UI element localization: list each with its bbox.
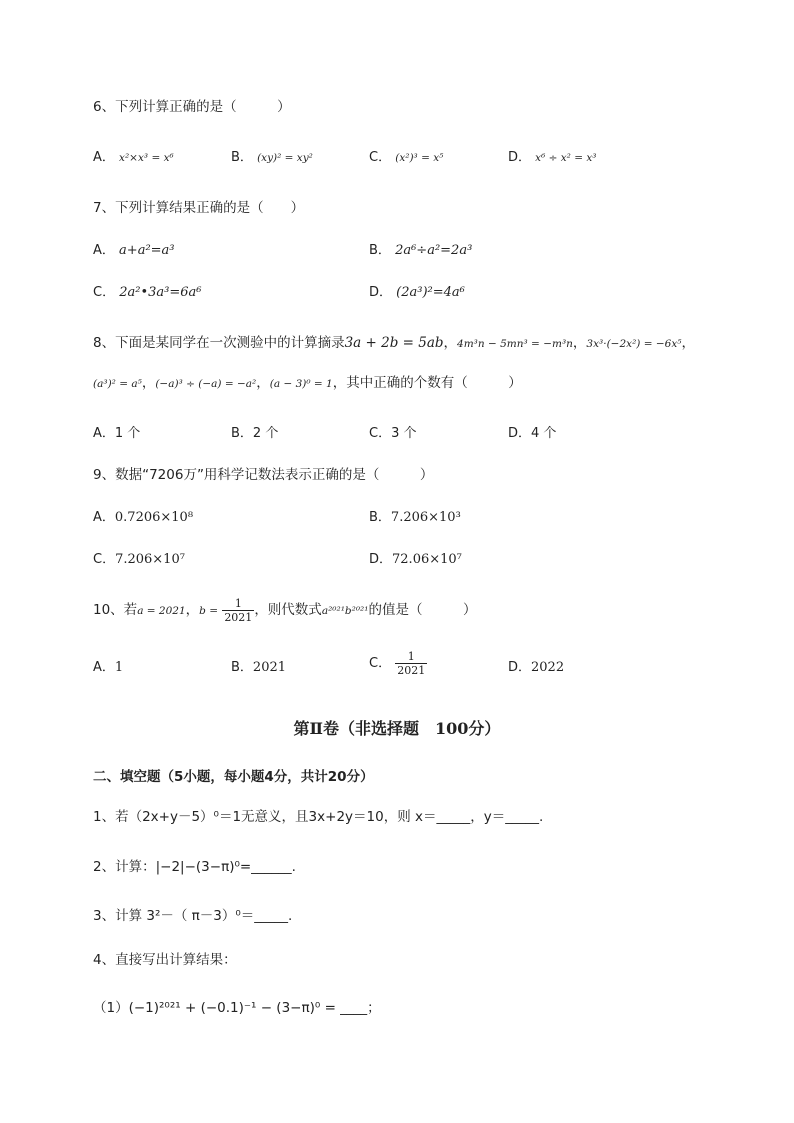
q9-option-d xyxy=(369,550,462,570)
option-label: A． xyxy=(93,426,115,441)
q8-expr-5: (−a)³ ÷ (−a) = −a² xyxy=(155,378,257,390)
option-expr: a+a²=a³ xyxy=(119,243,175,258)
q8-expr-6: (a − 3)⁰ = 1 xyxy=(269,378,333,390)
fill-question-2: 2、计算：|−2|−(3−π)⁰=______. xyxy=(93,859,296,875)
option-expr: (x²)³ = x⁵ xyxy=(395,152,444,164)
q10-mid: ，则代数式 xyxy=(254,602,322,618)
q8-sep: ， xyxy=(256,375,270,391)
q10-stem xyxy=(93,596,476,625)
fraction-numerator: 1 xyxy=(222,597,254,611)
option-text: 2 个 xyxy=(252,426,279,441)
q10-prefix: 10、若 xyxy=(93,602,138,618)
q10-option-c xyxy=(369,650,427,678)
q6-option-a xyxy=(93,148,174,168)
q8-expr-2: 4m³n − 5mn³ = −m³n xyxy=(457,338,573,350)
q10-option-a xyxy=(93,658,123,678)
option-label: C． xyxy=(93,285,116,300)
q7-option-c xyxy=(93,283,201,303)
option-expr: 72.06×10⁷ xyxy=(392,552,462,567)
q10-expr-1: a = 2021 xyxy=(137,605,186,617)
q8-option-c xyxy=(369,424,416,444)
q8-option-a xyxy=(93,424,140,444)
fill-question-1: 1、若（2x+y－5）⁰＝1无意义，且3x+2y＝10，则 x＝_____，y＝_____. xyxy=(93,809,544,825)
option-label: C． xyxy=(369,150,392,165)
option-fraction xyxy=(395,650,427,677)
option-label: C． xyxy=(369,426,392,441)
q8-sep: ， xyxy=(681,335,695,351)
fraction-denominator: 2021 xyxy=(224,610,253,624)
q7-option-a xyxy=(93,241,175,261)
option-label: C． xyxy=(369,656,392,671)
option-text: 1 xyxy=(114,660,124,675)
option-expr: 0.7206×10⁸ xyxy=(114,510,194,525)
q6-option-d xyxy=(508,148,597,168)
q9-option-b xyxy=(369,508,461,528)
option-label: B． xyxy=(231,150,253,165)
q6-stem: 6、下列计算正确的是（ ） xyxy=(93,99,291,115)
q9-option-c xyxy=(93,550,185,570)
fraction-numerator: 1 xyxy=(395,650,427,664)
option-label: B． xyxy=(231,426,253,441)
option-label: A． xyxy=(93,150,115,165)
q8-expr-1: 3a + 2b = 5ab xyxy=(344,335,444,351)
option-label: A． xyxy=(93,243,115,258)
q8-stem-suffix: ，其中正确的个数有（ ） xyxy=(332,375,522,391)
option-label: D． xyxy=(508,426,532,441)
part2-title: 第Ⅱ卷（非选择题 100分） xyxy=(293,719,501,738)
option-label: A． xyxy=(93,510,115,525)
option-expr: x⁶ ÷ x² = x³ xyxy=(535,152,597,164)
q8-stem-line2 xyxy=(93,373,522,394)
q8-option-d xyxy=(508,424,556,444)
option-expr: 7.206×10³ xyxy=(390,510,461,525)
fraction-denominator: 2021 xyxy=(397,664,426,677)
option-expr: 7.206×10⁷ xyxy=(115,552,185,567)
option-label: B． xyxy=(369,243,391,258)
q8-sep: ， xyxy=(141,375,156,391)
q10-suffix: 的值是（ ） xyxy=(368,602,477,618)
option-expr: 2a⁶÷a²=2a³ xyxy=(395,243,473,258)
q10-fraction xyxy=(222,597,254,624)
q10-option-b xyxy=(231,658,286,678)
option-label: A． xyxy=(93,660,115,675)
q6-option-b xyxy=(231,148,313,168)
option-label: D． xyxy=(369,285,393,300)
option-label: C． xyxy=(93,552,116,567)
q10-option-d xyxy=(508,658,564,678)
q8-sep: ， xyxy=(443,335,458,351)
q8-expr-4: (a³)² = a⁵ xyxy=(93,378,142,390)
q7-option-d xyxy=(369,283,465,303)
option-label: D． xyxy=(508,660,532,675)
option-expr: (xy)² = xy² xyxy=(257,152,313,164)
option-text: 1 个 xyxy=(114,426,141,441)
q6-option-c xyxy=(369,148,443,168)
option-label: D． xyxy=(508,150,532,165)
section-heading: 二、填空题（5小题，每小题4分，共计20分） xyxy=(93,769,374,785)
q9-stem: 9、数据“7206万”用科学记数法表示正确的是（ ） xyxy=(93,467,434,483)
q10-sep: ， xyxy=(185,602,200,618)
q9-option-a xyxy=(93,508,193,528)
q8-sep: ， xyxy=(572,335,587,351)
option-text: 2021 xyxy=(252,660,287,675)
fill-question-4-part-1: （1）(−1)²⁰²¹ + (−0.1)⁻¹ − (3−π)⁰ = ____； xyxy=(93,1000,381,1016)
q7-stem: 7、下列计算结果正确的是（ ） xyxy=(93,200,305,216)
q7-option-b xyxy=(369,241,472,261)
option-label: B． xyxy=(231,660,253,675)
option-text: 4 个 xyxy=(531,426,557,441)
q8-stem-line1 xyxy=(93,333,695,354)
option-text: 2022 xyxy=(531,660,565,675)
q10-b-lhs: b = xyxy=(199,605,219,617)
option-text: 3 个 xyxy=(391,426,417,441)
fill-question-3: 3、计算 3²－（ π－3）⁰＝_____. xyxy=(93,908,293,924)
option-expr: (2a³)²=4a⁶ xyxy=(396,285,465,300)
q8-option-b xyxy=(231,424,278,444)
q8-expr-3: 3x³·(−2x²) = −6x⁵ xyxy=(586,338,682,350)
option-expr: 2a²•3a³=6a⁶ xyxy=(119,285,202,300)
option-label: B． xyxy=(369,510,391,525)
q10-expr-2: a²⁰²¹b²⁰²¹ xyxy=(321,605,369,617)
fill-question-4: 4、直接写出计算结果： xyxy=(93,952,237,968)
q8-stem-prefix: 8、下面是某同学在一次测验中的计算摘录 xyxy=(93,335,345,351)
option-expr: x²×x³ = x⁶ xyxy=(119,152,174,164)
option-label: D． xyxy=(369,552,393,567)
